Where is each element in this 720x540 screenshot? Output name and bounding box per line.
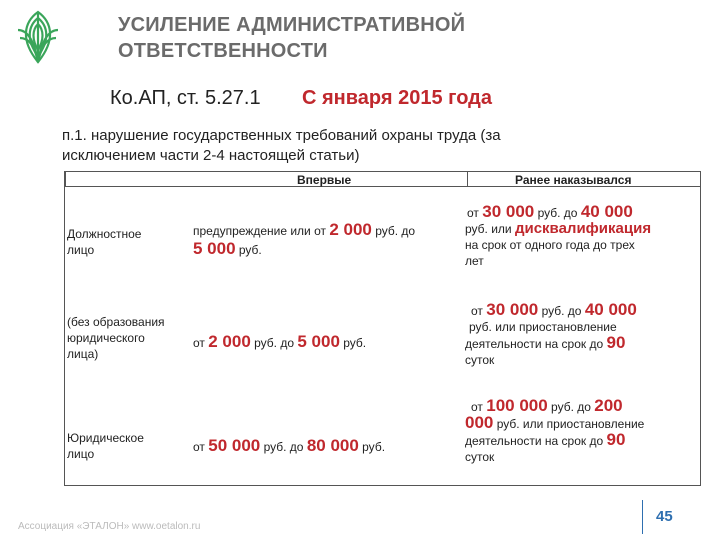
amount: 30 000 [486,300,539,319]
amount: 50 000 [208,436,261,455]
table-row-first: от 50 000 руб. до 80 000 руб. [193,436,386,455]
amount: 80 000 [306,436,359,455]
table-row-first: от 2 000 руб. до 5 000 руб. [193,332,367,351]
law-article: Ко.АП, ст. 5.27.1 [110,87,261,109]
amount: 000 [465,413,494,432]
amount: 40 000 [580,202,633,221]
amount: 5 000 [297,332,340,351]
table-divider [467,172,468,186]
amount: 5 000 [193,239,236,258]
amount: 2 000 [329,220,372,239]
amount: 30 000 [482,202,535,221]
table-row-subject: (без образования юридического лица) [67,315,165,361]
footer-association: Ассоциация «ЭТАЛОН» www.oetalon.ru [18,521,201,532]
effective-date: С января 2015 года [302,87,492,109]
flower-logo-icon [14,8,62,66]
table-row-subject: Должностное лицо [67,227,142,257]
clause-description [62,126,672,166]
penalty-table [64,171,701,486]
title-line-1: УСИЛЕНИЕ АДМИНИСТРАТИВНОЙ [118,14,466,36]
header-repeat: Ранее наказывался [515,173,632,187]
table-row-repeat: от 30 000 руб. до 40 000 руб. или приостановление деятельности на срок до 90 суток [465,300,637,367]
table-row-repeat: от 100 000 руб. до 200 000 руб. или приостановление деятельности на срок до 90 суток [465,396,645,464]
amount: 100 000 [486,396,548,415]
amount: 2 000 [208,332,251,351]
clause-line-2: исключением части 2-4 настоящей статьи) [62,147,360,164]
page-number: 45 [656,508,673,525]
days-count: 90 [606,430,626,449]
title-line-2: ОТВЕТСТВЕННОСТИ [118,40,328,62]
table-row-first: предупреждение или от 2 000 руб. до 5 000 руб. [193,220,416,258]
page-title [118,12,465,64]
amount: 40 000 [584,300,637,319]
table-divider [65,172,66,186]
disqualification: дисквалификация [514,220,652,237]
page-number-divider [642,500,643,534]
table-row-subject: Юридическое лицо [67,431,144,461]
table-row-repeat: от 30 000 руб. до 40 000 руб. или дисквалификация на срок от одного года до трех лет [465,202,652,268]
amount: 200 [594,396,623,415]
header-first-time: Впервые [297,173,352,187]
clause-line-1: п.1. нарушение государственных требований охраны труда (за [62,127,501,144]
days-count: 90 [606,333,626,352]
